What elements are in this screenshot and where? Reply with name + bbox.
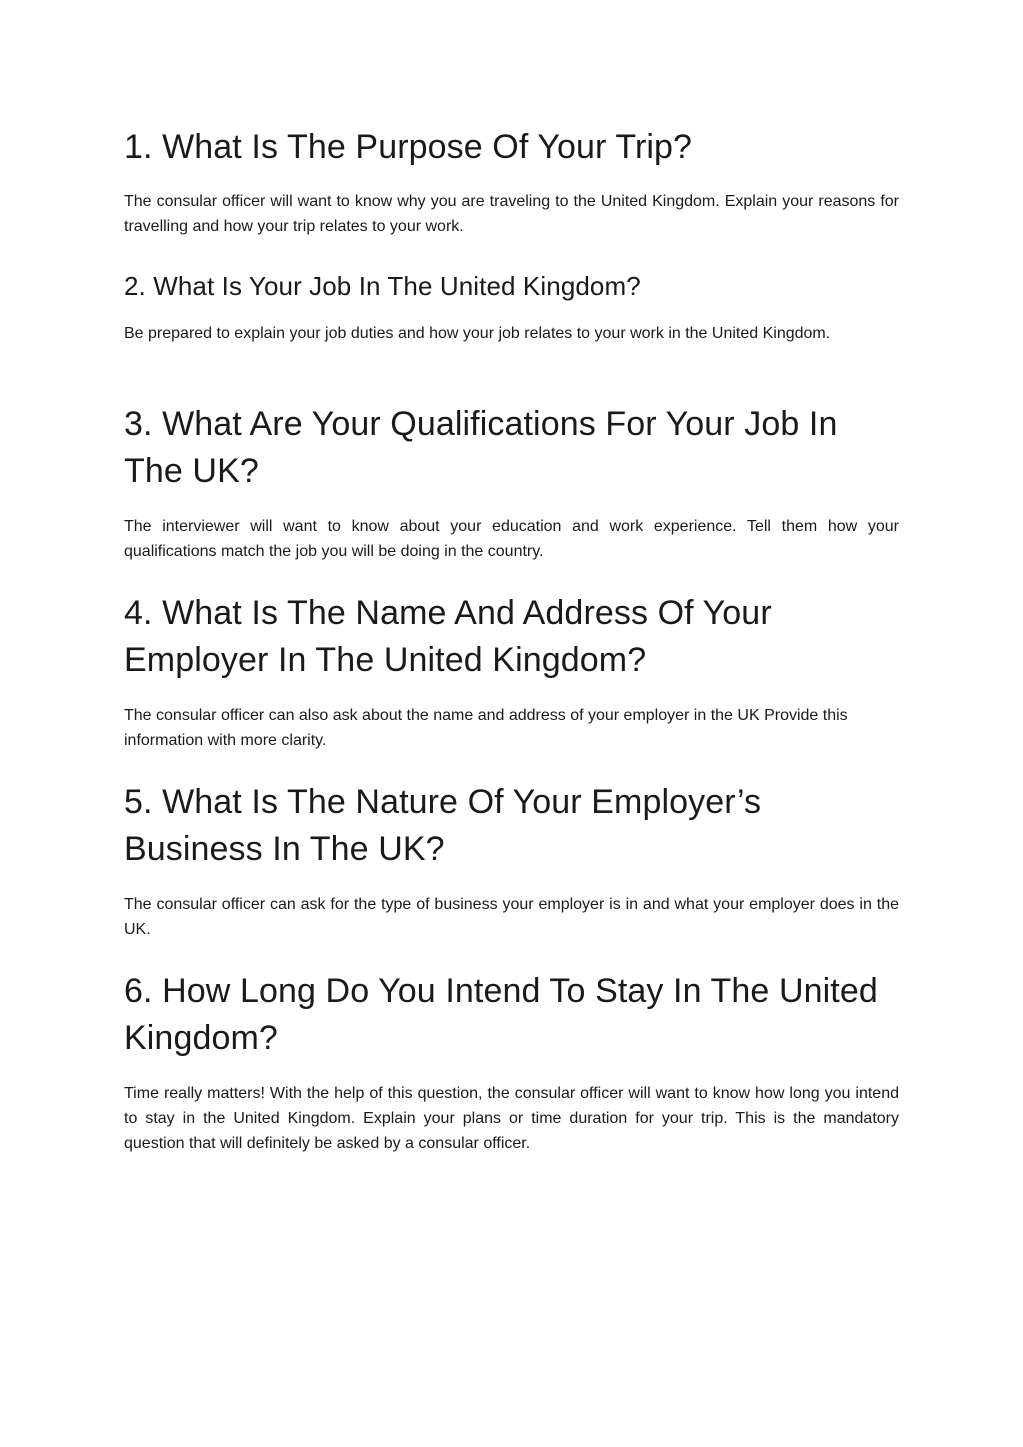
section-body: The consular officer will want to know why you are traveling to the United Kingdom. Explain your reasons for travelling and how your trip relates to your work. xyxy=(124,193,899,235)
section-body: The consular officer can ask for the type of business your employer is in and what your employer does in the UK. xyxy=(124,896,899,938)
section-qualifications xyxy=(124,401,899,564)
section-heading: 2. What Is Your Job In The United Kingdom? xyxy=(124,271,641,301)
section-body: The interviewer will want to know about your education and work experience. Tell them how your qualifications match the job you will be doing in the country. xyxy=(124,518,899,560)
section-heading: 1. What Is The Purpose Of Your Trip? xyxy=(124,128,693,166)
section-heading: 4. What Is The Name And Address Of Your Employer In The United Kingdom? xyxy=(124,594,772,679)
section-job-in-uk xyxy=(124,269,899,346)
section-heading: 6. How Long Do You Intend To Stay In The United Kingdom? xyxy=(124,972,878,1057)
section-employer-business xyxy=(124,779,899,942)
section-heading: 5. What Is The Nature Of Your Employer’s Business In The UK? xyxy=(124,783,762,868)
section-purpose-of-trip xyxy=(124,124,899,239)
section-body: Time really matters! With the help of this question, the consular officer will want to know how long you intend to stay in the United Kingdom. Explain your plans or time duration for your trip. This is the mandatory question that will definitely be asked by a consular officer. xyxy=(124,1085,899,1152)
section-body: The consular officer can also ask about the name and address of your employer in the UK Provide this information with more clarity. xyxy=(124,707,848,749)
section-employer-name-address xyxy=(124,590,899,753)
section-heading: 3. What Are Your Qualifications For Your Job In The UK? xyxy=(124,405,838,490)
section-length-of-stay xyxy=(124,968,899,1156)
section-body: Be prepared to explain your job duties and how your job relates to your work in the United Kingdom. xyxy=(124,325,831,342)
